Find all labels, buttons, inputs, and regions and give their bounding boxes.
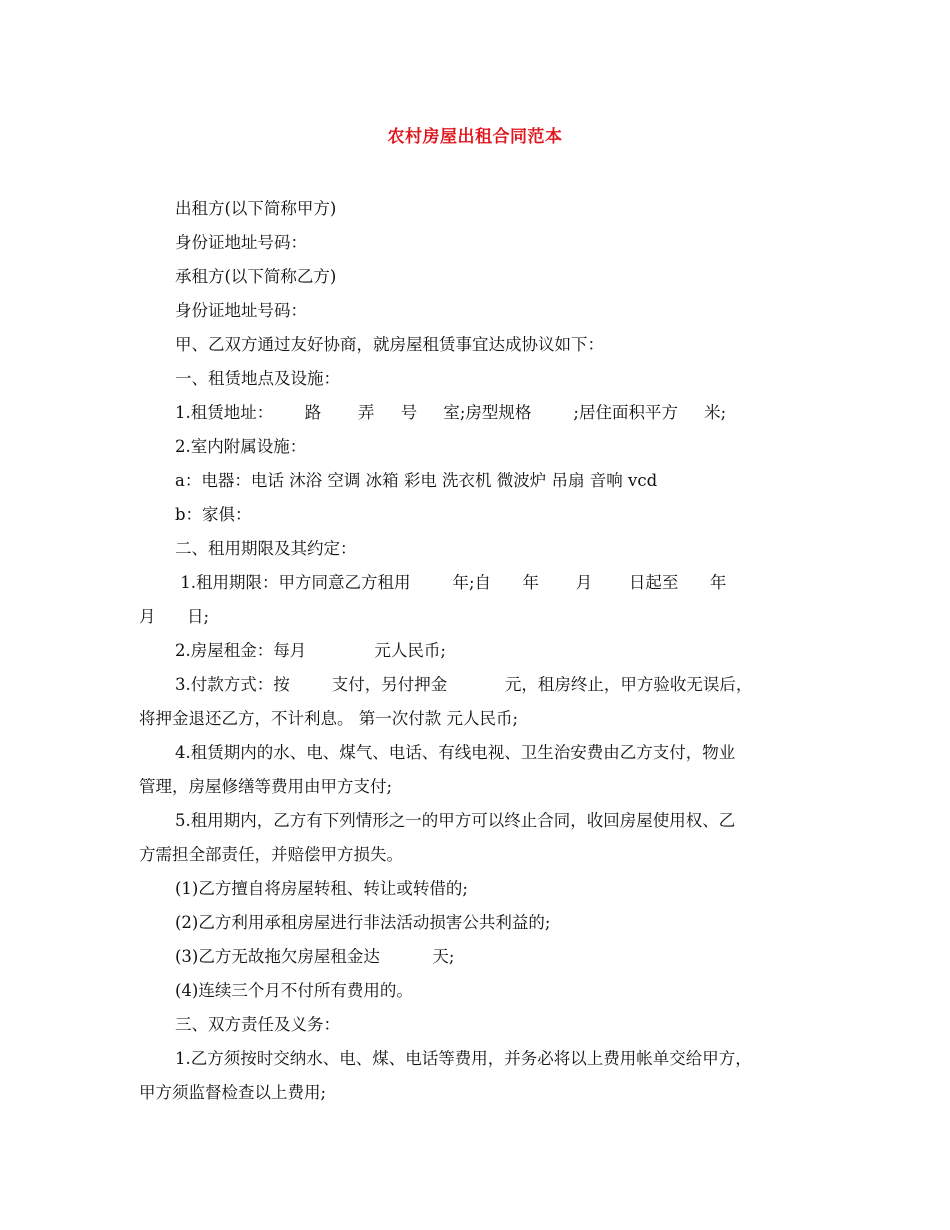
- paragraph-line: (2)乙方利用承租房屋进行非法活动损害公共利益的;: [175, 913, 551, 932]
- paragraph-line: 承租方(以下简称乙方): [175, 267, 337, 286]
- paragraph-line: 方需担全部责任，并赔偿甲方损失。: [139, 845, 403, 864]
- paragraph-line: 一、租赁地点及设施：: [175, 369, 340, 388]
- paragraph-line: 5.租用期内，乙方有下列情形之一的甲方可以终止合同，收回房屋使用权、乙: [175, 811, 736, 830]
- paragraph-line: 3.付款方式：按 支付，另付押金 元，租房终止，甲方验收无误后，: [175, 675, 753, 694]
- paragraph-line: 1.租用期限：甲方同意乙方租用 年;自 年 月 日起至 年: [175, 573, 727, 592]
- document-title: 农村房屋出租合同范本: [387, 127, 563, 147]
- paragraph-line: 将押金退还乙方，不计利息。 第一次付款 元人民币;: [139, 709, 519, 728]
- paragraph-line: (1)乙方擅自将房屋转租、转让或转借的;: [175, 879, 468, 898]
- paragraph-line: b：家俱：: [175, 505, 252, 524]
- paragraph-line: 管理，房屋修缮等费用由甲方支付;: [139, 777, 393, 796]
- document-body: [139, 192, 819, 1110]
- paragraph-line: 2.房屋租金：每月 元人民币;: [175, 641, 446, 660]
- paragraph-line: 1.租赁地址： 路 弄 号 室;房型规格 ;居住面积平方 米;: [175, 403, 727, 422]
- paragraph-line: 二、租用期限及其约定：: [175, 539, 357, 558]
- paragraph-line: (3)乙方无故拖欠房屋租金达 天;: [175, 947, 455, 966]
- paragraph-line: (4)连续三个月不付所有费用的。: [175, 981, 413, 1000]
- paragraph-line: 出租方(以下简称甲方): [175, 199, 337, 218]
- paragraph-line: 月 日;: [139, 607, 210, 626]
- paragraph-line: 身份证地址号码：: [175, 301, 307, 320]
- paragraph-line: 4.租赁期内的水、电、煤气、电话、有线电视、卫生治安费由乙方支付，物业: [175, 743, 736, 762]
- paragraph-line: 甲方须监督检查以上费用;: [139, 1083, 327, 1102]
- paragraph-line: 2.室内附属设施：: [175, 437, 307, 456]
- paragraph-line: 甲、乙双方通过友好协商，就房屋租赁事宜达成协议如下：: [175, 335, 604, 354]
- paragraph-line: a：电器：电话 沐浴 空调 冰箱 彩电 洗衣机 微波炉 吊扇 音响 vcd: [175, 471, 658, 490]
- paragraph-line: 身份证地址号码：: [175, 233, 307, 252]
- paragraph-line: 三、双方责任及义务：: [175, 1015, 340, 1034]
- paragraph-line: 1.乙方须按时交纳水、电、煤、电话等费用，并务必将以上费用帐单交给甲方，: [175, 1049, 752, 1068]
